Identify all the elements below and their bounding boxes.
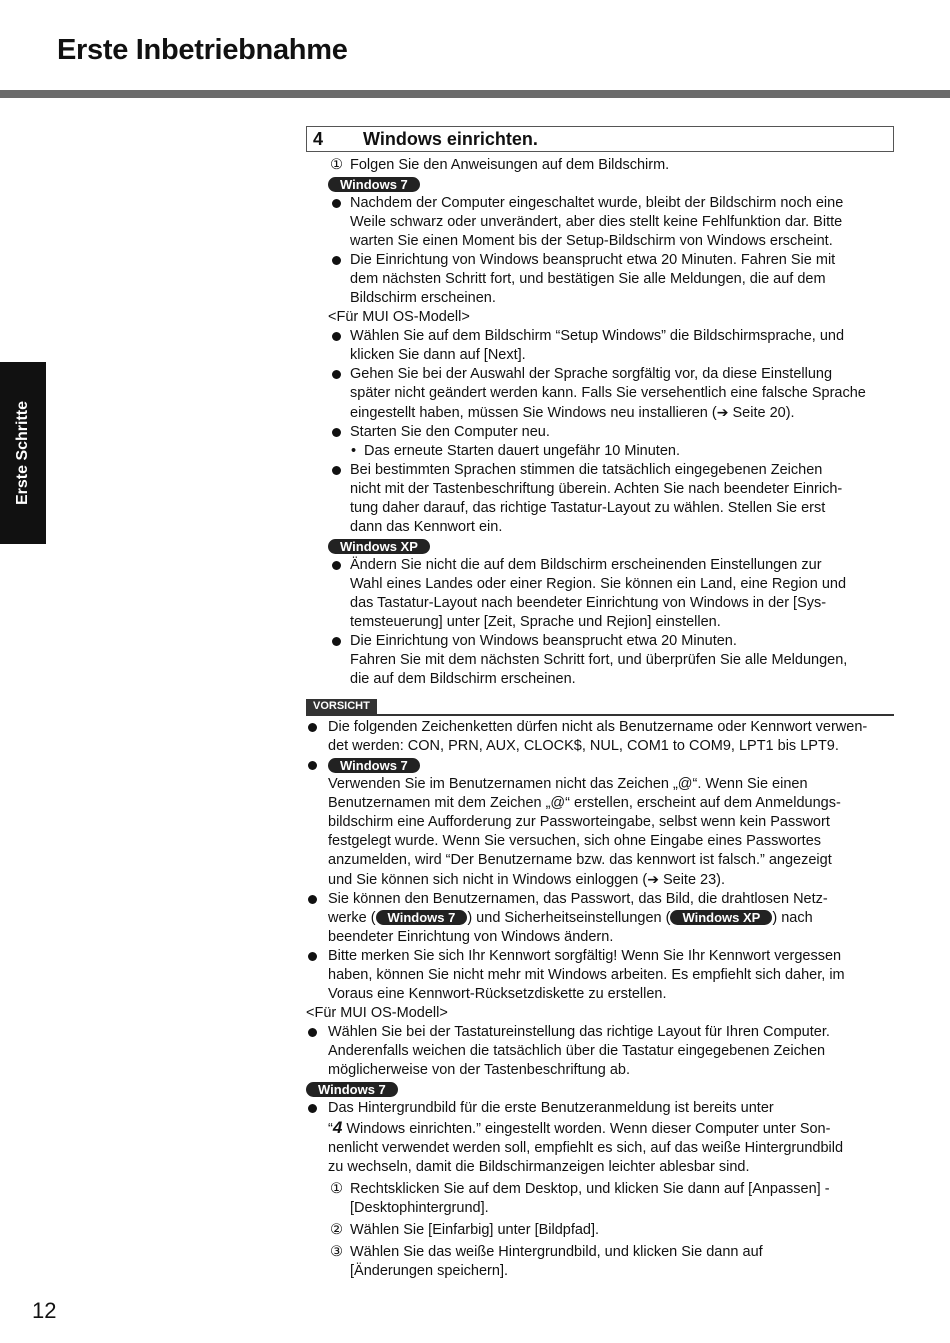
caution-header — [306, 697, 894, 716]
text-line: Benutzernamen mit dem Zeichen „@“ erstellen, erscheint auf dem Anmeldungs- — [328, 795, 841, 811]
text-line: anzumelden, wird “Der Benutzername bzw. das kennwort ist falsch.” angezeigt — [328, 852, 832, 868]
caution-item — [306, 947, 894, 1004]
text-line: festgelegt wurde. Wenn Sie versuchen, sich ohne Eingabe eines Passwortes — [328, 833, 822, 849]
caution-item — [306, 890, 894, 947]
step-circle-number: ② — [330, 1222, 343, 1238]
page-reference: Seite 23). — [658, 872, 726, 888]
text-line: Bei bestimmten Sprachen stimmen die tatsächlich eingegebenen Zeichen — [350, 462, 823, 478]
text-line: Sie können den Benutzernamen, das Passwort, das Bild, die drahtlosen Netz- — [328, 891, 828, 907]
text-fragment: ) nach — [772, 910, 813, 926]
step-text: Folgen Sie den Anweisungen auf dem Bildschirm. — [350, 157, 670, 173]
text-line: Wahl eines Landes oder einer Region. Sie können ein Land, eine Region und — [350, 576, 847, 592]
badge-row — [328, 756, 894, 775]
text-line: tung daher darauf, das richtige Tastatur-Layout zu wählen. Stellen Sie erst — [350, 500, 826, 516]
badge-row — [306, 537, 894, 556]
text-line: klicken Sie dann auf [Next]. — [350, 347, 526, 363]
text-line: nenlicht verwendet werden soll, empfiehlt es sich, auf das weiße Hintergrundbild — [328, 1140, 844, 1156]
windows-7-badge: Windows 7 — [306, 1082, 398, 1097]
windows-7-badge: Windows 7 — [328, 758, 420, 773]
text-line: bildschirm eine Aufforderung zur Passworteingabe, selbst wenn kein Passwort — [328, 814, 830, 830]
step-number: 4 — [313, 128, 324, 149]
list-item — [306, 556, 894, 632]
caution-item — [306, 756, 894, 890]
page-title: Erste Inbetriebnahme — [57, 34, 348, 66]
list-item — [306, 327, 894, 365]
text-line: warten Sie einen Moment bis der Setup-Bildschirm von Windows erscheint. — [350, 233, 833, 249]
text-line: nicht mit der Tastenbeschriftung überein. Achten Sie nach beendeter Einrich- — [350, 481, 843, 497]
page-number: 12 — [32, 1298, 57, 1323]
list-item — [306, 632, 894, 689]
numbered-step — [306, 156, 894, 175]
text-line: Ändern Sie nicht die auf dem Bildschirm erscheinenden Einstellungen zur — [350, 557, 822, 573]
text-fragment: werke ( — [328, 910, 376, 926]
numbered-step — [306, 1180, 894, 1218]
list-item — [306, 251, 894, 308]
text-line: Wählen Sie auf dem Bildschirm “Setup Windows” die Bildschirmsprache, und — [350, 328, 845, 344]
windows-7-badge: Windows 7 — [376, 910, 468, 925]
numbered-step — [306, 1221, 894, 1240]
text-fragment: Windows einrichten.” eingestellt worden. Wenn dieser Computer unter Son- — [342, 1121, 831, 1137]
text-line — [350, 403, 894, 423]
text-line: Bitte merken Sie sich Ihr Kennwort sorgfältig! Wenn Sie Ihr Kennwort vergessen — [328, 948, 842, 964]
step-circle-number: ③ — [330, 1244, 343, 1260]
text-line: Fahren Sie mit dem nächsten Schritt fort, und überprüfen Sie alle Meldungen, — [350, 652, 848, 668]
step-reference-number: 4 — [332, 1118, 343, 1137]
text-line: dem nächsten Schritt fort, und bestätigen Sie alle Meldungen, die auf dem — [350, 271, 826, 287]
mui-label: <Für MUI OS-Modell> — [328, 309, 470, 325]
text-line: zu wechseln, damit die Bildschirmanzeigen leichter ablesbar sind. — [328, 1159, 750, 1175]
text-line: Wählen Sie [Einfarbig] unter [Bildpfad]. — [350, 1222, 600, 1238]
step-circle-number: ① — [330, 1181, 343, 1197]
text-fragment: “ — [328, 1121, 333, 1137]
text-fragment: und Sie können sich nicht in Windows einloggen ( — [328, 872, 648, 888]
text-line: det werden: CON, PRN, AUX, CLOCK$, NUL, COM1 to COM9, LPT1 bis LPT9. — [328, 738, 839, 754]
step-circle-number: ① — [330, 157, 343, 173]
text-line: Starten Sie den Computer neu. — [350, 424, 550, 440]
caution-item — [306, 1099, 894, 1177]
text-line: Die Einrichtung von Windows beansprucht etwa 20 Minuten. — [350, 633, 737, 649]
text-line: Das Hintergrundbild für die erste Benutzeranmeldung ist bereits unter — [328, 1100, 774, 1116]
step-title: Windows einrichten. — [363, 128, 538, 149]
numbered-step — [306, 1243, 894, 1281]
list-item — [306, 194, 894, 251]
sub-list-item: • Das erneute Starten dauert ungefähr 10 Minuten. — [306, 442, 894, 461]
list-item — [306, 423, 894, 442]
right-arrow-icon: ➔ — [716, 404, 729, 420]
text-line: möglicherweise von der Tastenbeschriftung ab. — [328, 1062, 630, 1078]
text-fragment: eingestellt haben, müssen Sie Windows neu installieren ( — [350, 405, 717, 421]
side-tab-label: Erste Schritte — [14, 400, 31, 506]
text-line: Die folgenden Zeichenketten dürfen nicht als Benutzername oder Kennwort verwen- — [328, 719, 868, 735]
text-line — [328, 909, 894, 928]
mui-label: <Für MUI OS-Modell> — [306, 1005, 448, 1021]
list-item — [306, 461, 894, 537]
title-rule — [0, 90, 950, 98]
text-line — [328, 870, 894, 890]
text-line: Bildschirm erscheinen. — [350, 290, 496, 306]
text-line: [Desktophintergrund]. — [350, 1200, 489, 1216]
text-line: Die Einrichtung von Windows beansprucht etwa 20 Minuten. Fahren Sie mit — [350, 252, 836, 268]
list-item — [306, 365, 894, 423]
text-line: später nicht geändert werden kann. Falls Sie versehentlich eine falsche Sprache — [350, 385, 866, 401]
text-line: Weile schwarz oder unverändert, aber dies stellt keine Fehlfunktion dar. Bitte — [350, 214, 843, 230]
right-arrow-icon: ➔ — [647, 871, 659, 887]
caution-badge: VORSICHT — [306, 699, 377, 714]
text-fragment: ) und Sicherheitseinstellungen ( — [467, 910, 671, 926]
page-reference: Seite 20). — [728, 405, 795, 421]
text-line: dann das Kennwort ein. — [350, 519, 503, 535]
badge-row — [306, 1080, 894, 1099]
text-line: temsteuerung] unter [Zeit, Sprache und Rejion] einstellen. — [350, 614, 721, 630]
side-tab — [0, 362, 46, 544]
text-line — [328, 1118, 894, 1139]
text-line: Wählen Sie bei der Tastatureinstellung das richtige Layout für Ihren Computer. — [328, 1024, 830, 1040]
text-line: beendeter Einrichtung von Windows ändern. — [328, 929, 614, 945]
text-line: Anderenfalls weichen die tatsächlich über die Tastatur eingegebenen Zeichen — [328, 1043, 826, 1059]
text-line: Verwenden Sie im Benutzernamen nicht das Zeichen „@“. Wenn Sie einen — [328, 776, 808, 792]
text-line: [Änderungen speichern]. — [350, 1263, 508, 1279]
step-heading — [306, 126, 894, 152]
caution-item — [306, 1023, 894, 1080]
text-line: haben, können Sie nicht mehr mit Windows arbeiten. Es empfiehlt sich daher, im — [328, 967, 845, 983]
text-line: das Tastatur-Layout nach beendeter Einrichtung von Windows in der [Sys- — [350, 595, 827, 611]
text-line: Nachdem der Computer eingeschaltet wurde, bleibt der Bildschirm noch eine — [350, 195, 844, 211]
windows-xp-badge: Windows XP — [670, 910, 772, 925]
windows-xp-badge: Windows XP — [328, 539, 430, 554]
text-line: die auf dem Bildschirm erscheinen. — [350, 671, 576, 687]
text-line: Wählen Sie das weiße Hintergrundbild, und klicken Sie dann auf — [350, 1244, 763, 1260]
text-line: Gehen Sie bei der Auswahl der Sprache sorgfältig vor, da diese Einstellung — [350, 366, 833, 382]
text-line: Rechtsklicken Sie auf dem Desktop, und klicken Sie dann auf [Anpassen] - — [350, 1181, 830, 1197]
badge-row — [306, 175, 894, 194]
caution-item — [306, 718, 894, 756]
main-content — [306, 126, 894, 1281]
text-line: Voraus eine Kennwort-Rücksetzdiskette zu erstellen. — [328, 986, 667, 1002]
windows-7-badge: Windows 7 — [328, 177, 420, 192]
